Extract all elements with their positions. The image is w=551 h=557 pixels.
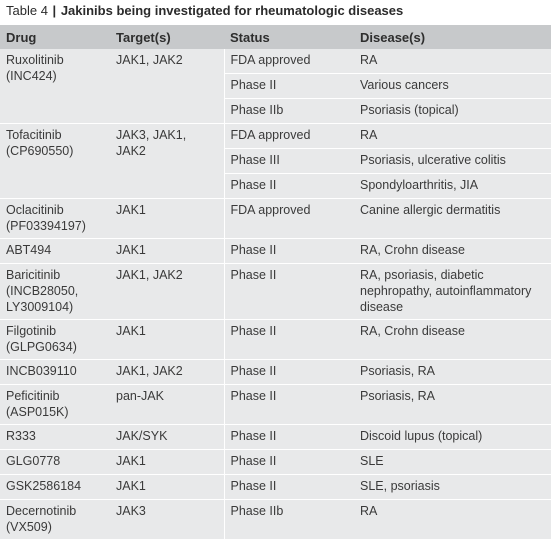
- drug-name: Tofacitinib: [6, 128, 62, 142]
- disease-cell: RA, Crohn disease: [354, 239, 551, 264]
- drug-name: Peficitinib: [6, 389, 60, 403]
- table-row: [0, 239, 551, 264]
- drug-cell: [0, 49, 110, 124]
- target-cell: JAK1: [110, 450, 224, 475]
- target-cell: JAK1: [110, 475, 224, 500]
- drug-code: (ASP015K): [6, 405, 69, 419]
- drug-code: (VX509): [6, 520, 52, 534]
- status-cell: Phase II: [224, 475, 354, 500]
- table-number: Table 4: [6, 3, 48, 18]
- target-cell: JAK3: [110, 500, 224, 540]
- table-row: [0, 500, 551, 540]
- status-cell: Phase IIb: [224, 99, 354, 124]
- drug-name: ABT494: [6, 243, 52, 257]
- column-header-targets: Target(s): [110, 25, 224, 49]
- table-row: [0, 320, 551, 360]
- drug-name: Decernotinib: [6, 504, 77, 518]
- status-cell: Phase II: [224, 450, 354, 475]
- status-cell: Phase II: [224, 74, 354, 99]
- disease-cell: Psoriasis, RA: [354, 360, 551, 385]
- disease-cell: Spondyloarthritis, JIA: [354, 174, 551, 199]
- drug-cell: [0, 360, 110, 385]
- target-cell: JAK1: [110, 199, 224, 239]
- status-cell: Phase II: [224, 385, 354, 425]
- disease-cell: RA: [354, 49, 551, 74]
- table-row: [0, 360, 551, 385]
- disease-cell: Psoriasis, RA: [354, 385, 551, 425]
- status-cell: Phase III: [224, 149, 354, 174]
- drug-name: Oclacitinib: [6, 203, 64, 217]
- drug-code: (INCB28050,: [6, 284, 79, 298]
- column-header-drug: Drug: [0, 25, 110, 49]
- status-cell: FDA approved: [224, 124, 354, 149]
- disease-cell: SLE: [354, 450, 551, 475]
- table-row: [0, 475, 551, 500]
- drug-cell: [0, 450, 110, 475]
- status-cell: Phase II: [224, 425, 354, 450]
- drug-cell: [0, 425, 110, 450]
- caption-separator: |: [52, 3, 57, 18]
- disease-cell: RA, Crohn disease: [354, 320, 551, 360]
- drug-name: Baricitinib: [6, 268, 61, 282]
- drug-code: (INC424): [6, 69, 57, 83]
- table-row: [0, 124, 551, 149]
- target-cell: pan-JAK: [110, 385, 224, 425]
- status-cell: Phase II: [224, 174, 354, 199]
- drug-cell: [0, 500, 110, 540]
- drug-cell: [0, 124, 110, 199]
- status-cell: Phase IIb: [224, 500, 354, 540]
- drug-cell: [0, 239, 110, 264]
- jakinibs-table: [0, 25, 551, 540]
- table-row: [0, 199, 551, 239]
- drug-code: (PF03394197): [6, 219, 86, 233]
- drug-name: INCB039110: [6, 364, 77, 378]
- table-row: [0, 264, 551, 320]
- drug-cell: [0, 264, 110, 320]
- disease-cell: RA: [354, 124, 551, 149]
- table-row: [0, 385, 551, 425]
- table-row: [0, 49, 551, 74]
- drug-code: (CP690550): [6, 144, 74, 158]
- disease-cell: SLE, psoriasis: [354, 475, 551, 500]
- disease-cell: Psoriasis (topical): [354, 99, 551, 124]
- drug-cell: [0, 320, 110, 360]
- drug-name: GSK2586184: [6, 479, 82, 493]
- target-cell: JAK1: [110, 239, 224, 264]
- disease-cell: RA, psoriasis, diabetic nephropathy, autoinflammatory disease: [354, 264, 551, 320]
- drug-name: GLG0778: [6, 454, 61, 468]
- disease-cell: Discoid lupus (topical): [354, 425, 551, 450]
- status-cell: Phase II: [224, 239, 354, 264]
- drug-code: LY3009104): [6, 300, 74, 314]
- table-row: [0, 450, 551, 475]
- status-cell: Phase II: [224, 360, 354, 385]
- table-row: [0, 425, 551, 450]
- drug-cell: [0, 475, 110, 500]
- disease-cell: Canine allergic dermatitis: [354, 199, 551, 239]
- status-cell: Phase II: [224, 320, 354, 360]
- status-cell: Phase II: [224, 264, 354, 320]
- table-caption: [6, 2, 403, 20]
- column-header-diseases: Disease(s): [354, 25, 551, 49]
- table-title: Jakinibs being investigated for rheumatologic diseases: [60, 3, 404, 18]
- target-cell: JAK1, JAK2: [110, 360, 224, 385]
- status-cell: FDA approved: [224, 199, 354, 239]
- target-cell: JAK/SYK: [110, 425, 224, 450]
- disease-cell: Various cancers: [354, 74, 551, 99]
- column-header-status: Status: [224, 25, 354, 49]
- drug-code: (GLPG0634): [6, 340, 77, 354]
- disease-cell: RA: [354, 500, 551, 540]
- drug-cell: [0, 385, 110, 425]
- drug-name: Filgotinib: [6, 324, 57, 338]
- disease-cell: Psoriasis, ulcerative colitis: [354, 149, 551, 174]
- status-cell: FDA approved: [224, 49, 354, 74]
- drug-cell: [0, 199, 110, 239]
- drug-name: R333: [6, 429, 36, 443]
- drug-name: Ruxolitinib: [6, 53, 64, 67]
- target-cell: JAK3, JAK1, JAK2: [110, 124, 224, 199]
- target-cell: JAK1, JAK2: [110, 264, 224, 320]
- header-row: [0, 25, 551, 49]
- target-cell: JAK1: [110, 320, 224, 360]
- target-cell: JAK1, JAK2: [110, 49, 224, 124]
